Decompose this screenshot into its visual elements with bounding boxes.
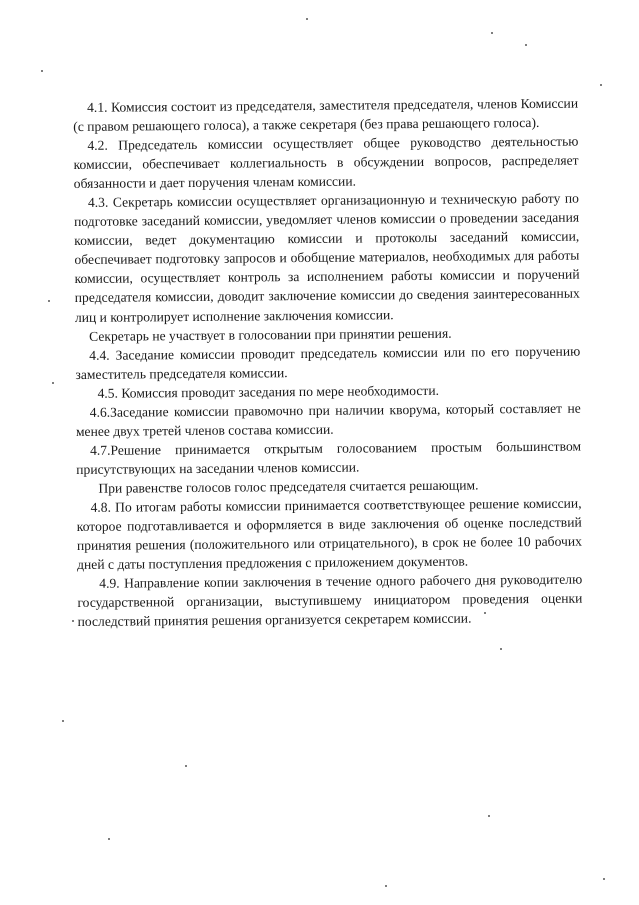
paragraph-4-1: 4.1. Комиссия состоит из председателя, заместителя председателя, членов Комиссии (с правом решающего голоса), а также секретаря (без права решающего голоса). xyxy=(73,95,579,135)
scan-speck xyxy=(52,382,54,384)
scan-speck xyxy=(488,815,490,817)
paragraph-4-6: 4.6.Заседание комиссии правомочно при наличии кворума, который составляет не менее двух третей членов состава комиссии. xyxy=(75,400,581,439)
scan-speck xyxy=(48,300,50,302)
paragraph-4-3: 4.3. Секретарь комиссии осуществляет организационную и техническую работу по подготовке заседаний комиссии, уведомляет членов комиссии о проведении заседания комиссии, ведет документацию комиссии и протоколы заседаний комиссии, обеспечивает подготовку запросов и обобщение материалов, необходимых для работы комиссии, осуществляет контроль за исполнением работы комиссии и поручений председателя комиссии, доводит заключение комиссии до сведения заинтересованных лиц и контролирует исполнение заключения комиссии. xyxy=(74,190,580,325)
paragraph-4-4: 4.4. Заседание комиссии проводит председатель комиссии или по его поручению заместитель председателя комиссии. xyxy=(75,343,581,382)
paragraph-4-9: 4.9. Направление копии заключения в течение одного рабочего дня руководителю государственной организации, выступившему инициатором проведения оценки последствий принятия решения организуется секретарем комиссии. xyxy=(77,571,583,630)
scan-speck xyxy=(306,18,308,20)
scan-speck xyxy=(41,70,43,72)
document-body xyxy=(73,94,583,632)
paragraph-4-7: 4.7.Решение принимается открытым голосованием простым большинством присутствующих на заседании членов комиссии. xyxy=(76,438,582,477)
scan-speck xyxy=(185,765,187,767)
scan-speck xyxy=(603,878,605,880)
paragraph-4-2: 4.2. Председатель комиссии осуществляет общее руководство деятельностью комиссии, обеспечивает коллегиальность в обсуждении вопросов, распределяет обязанности и дает поручения членам комиссии. xyxy=(73,133,579,192)
scan-speck xyxy=(484,612,486,614)
scan-speck xyxy=(500,648,502,650)
paragraph-4-8: 4.8. По итогам работы комиссии принимается соответствующее решение комиссии, которое подготавливается и оформляется в виде заключения об оценке последствий принятия решения (положительного или отрицательного), в срок не более 10 рабочих дней с даты поступления предложения с приложением документов. xyxy=(76,495,582,573)
scan-speck xyxy=(600,84,602,86)
scan-speck xyxy=(62,720,64,722)
paragraph-4-5: 4.5. Комиссия проводит заседания по мере необходимости. xyxy=(97,382,440,401)
scan-speck xyxy=(72,620,74,622)
scan-speck xyxy=(108,838,110,840)
scan-speck xyxy=(491,32,493,34)
paragraph-tie-vote: При равенстве голосов голос председателя считается решающим. xyxy=(98,477,479,496)
scan-speck xyxy=(525,44,527,46)
paragraph-secretary-note: Секретарь не участвует в голосовании при принятии решения. xyxy=(89,325,452,344)
scan-speck xyxy=(385,885,387,887)
